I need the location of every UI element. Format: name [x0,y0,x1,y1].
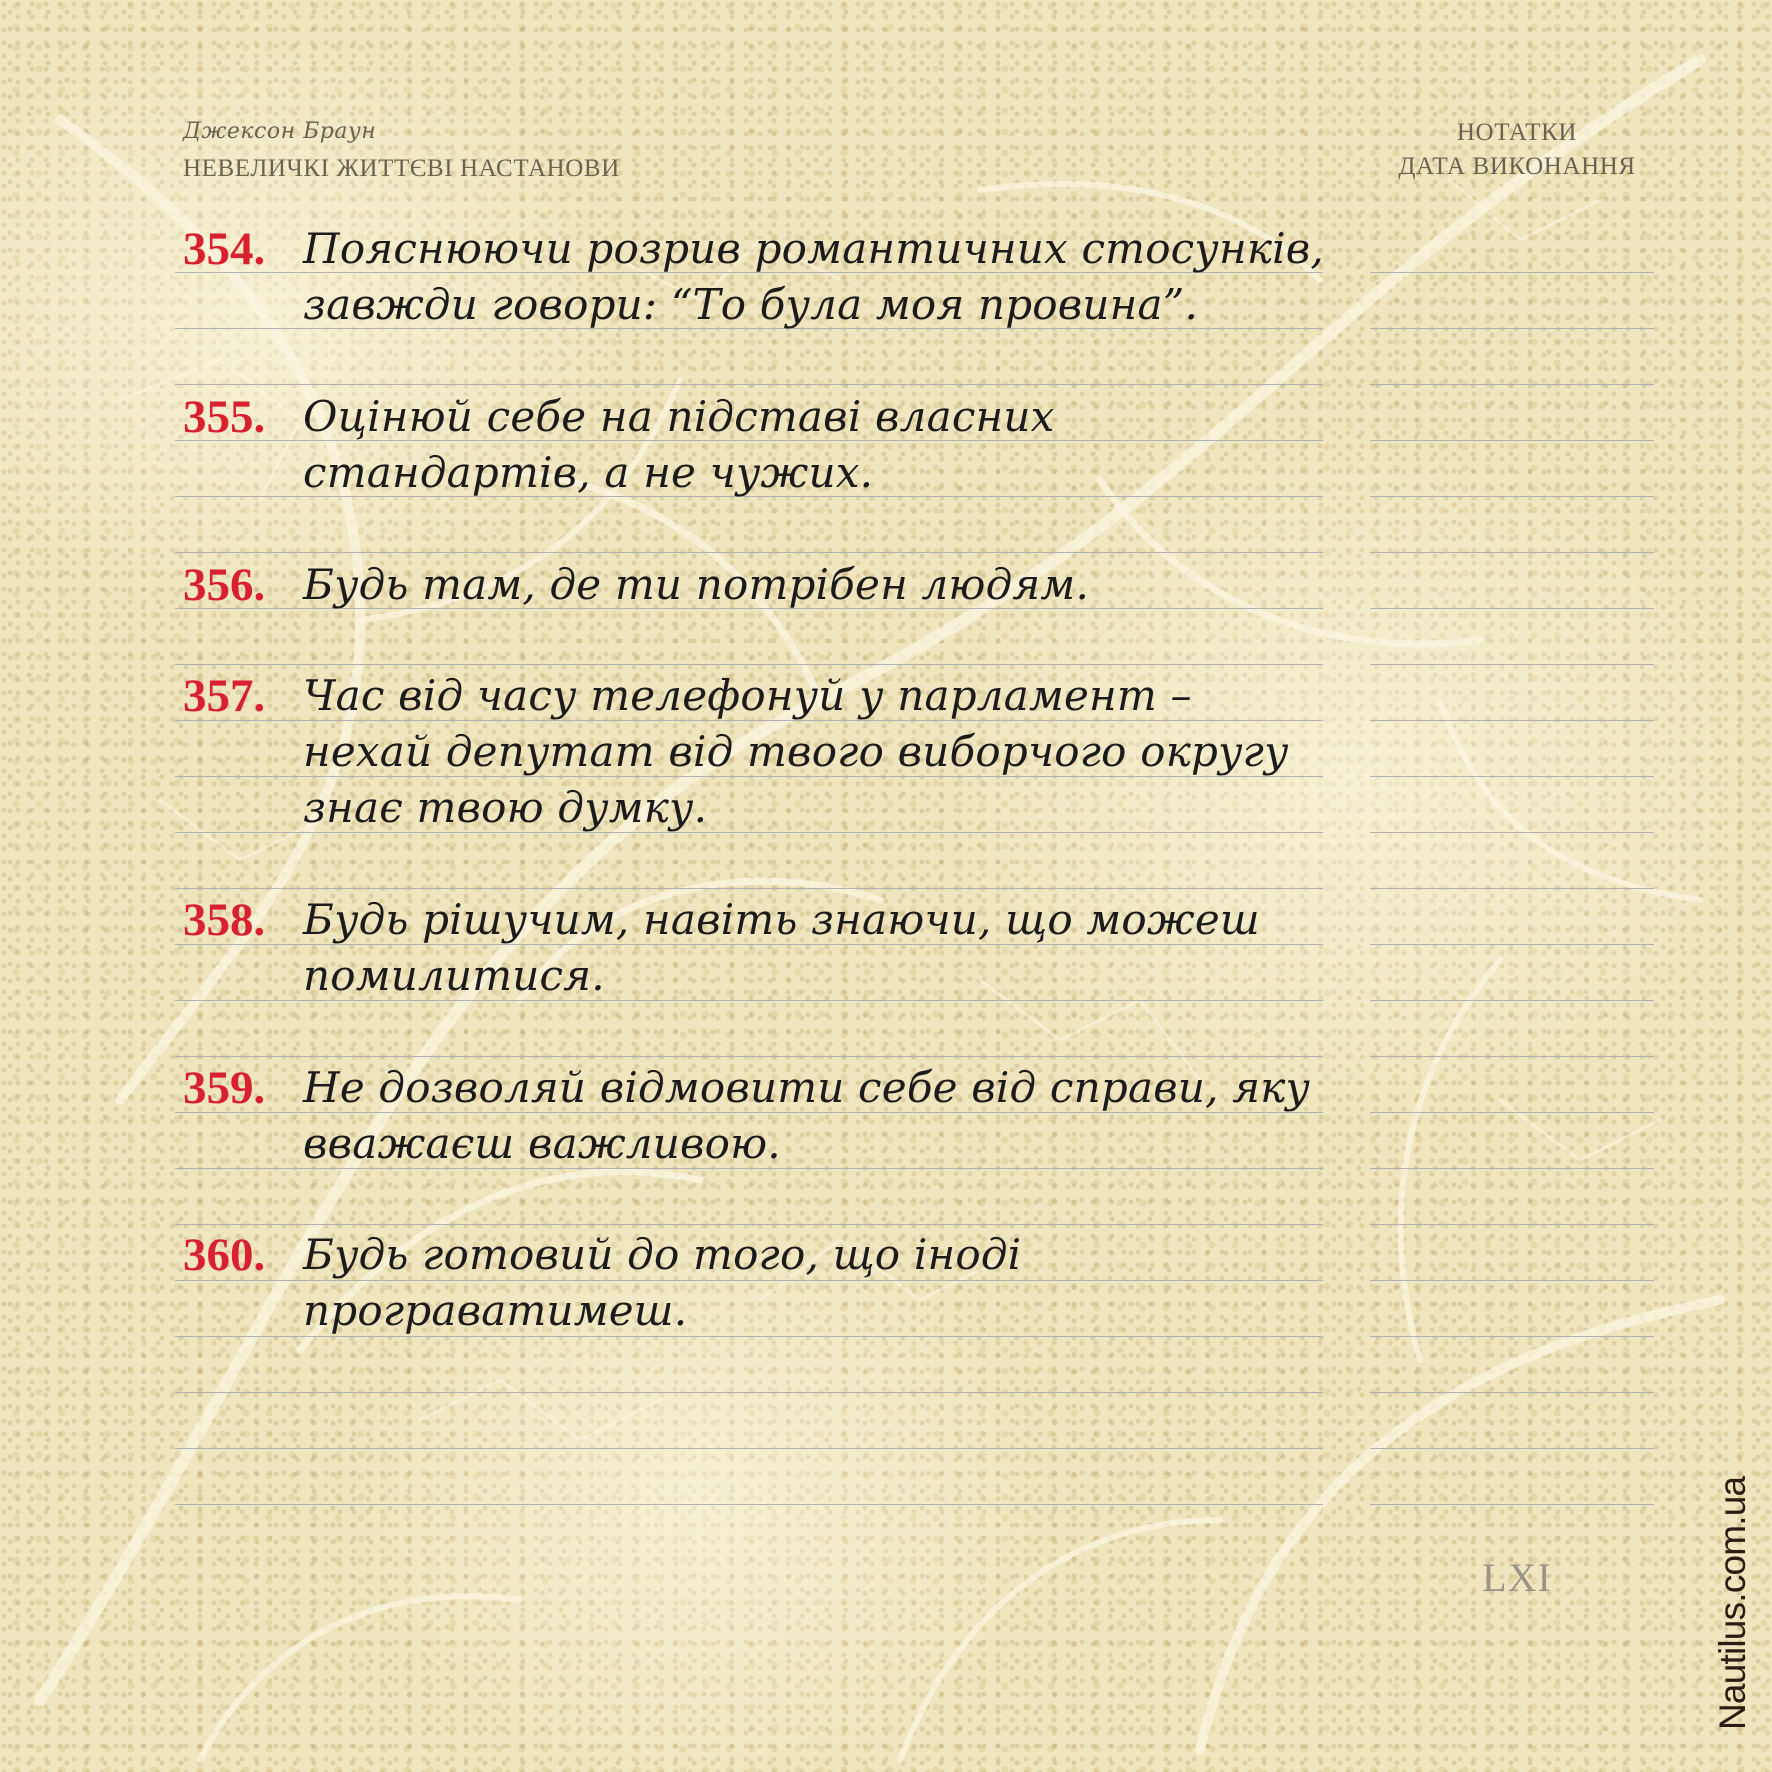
notes-ruled-line [1370,1336,1654,1337]
entry-text: Час від часу телефонуй у парламент – нехай депутат від твого виборчого округу знає твою думку. [303,671,1289,832]
entry-text: Будь рішучим, навіть знаючи, що можеш помилитися. [303,895,1260,1000]
entry-text: Будь готовий до того, що іноді програватимеш. [303,1230,1022,1335]
notes-ruled-line [1370,1504,1654,1505]
notes-ruled-line [1370,1392,1654,1393]
entry-number: 356. [183,559,266,611]
entry-number: 355. [183,391,266,443]
notes-ruled-line [1370,776,1654,777]
ruled-line [175,384,1323,385]
entry-number: 358. [183,894,266,946]
page-number: LXI [1482,1555,1552,1600]
running-header-right [1372,116,1662,184]
ruled-line [175,664,1323,665]
entry-number: 359. [183,1062,266,1114]
notes-ruled-line [1370,608,1654,609]
entry-number: 360. [183,1229,266,1281]
notes-ruled-line [1370,328,1654,329]
notes-ruled-line [1370,1448,1654,1449]
notes-ruled-line [1370,384,1654,385]
ruled-line [175,1448,1323,1449]
notes-ruled-line [1370,1168,1654,1169]
author-name: Джексон Браун [183,119,377,144]
notes-ruled-line [1370,1224,1654,1225]
notes-ruled-line [1370,832,1654,833]
notes-ruled-line [1370,1112,1654,1113]
entry-text: Пояснюючи розрив романтичних стосунків, завжди говори: “То була моя провина”. [303,224,1324,329]
ruled-line [175,1392,1323,1393]
site-watermark: Nautilus.com.ua [1712,1476,1753,1730]
notes-ruled-line [1370,720,1654,721]
entry-number: 354. [183,223,266,275]
notes-ruled-line [1370,1056,1654,1057]
notes-ruled-line [1370,272,1654,273]
ruled-line [175,1504,1323,1505]
notes-ruled-line [1370,1280,1654,1281]
notes-ruled-line [1370,664,1654,665]
date-column-label: ДАТА ВИКОНАННЯ [1398,153,1636,180]
entry-text: Оцінюй себе на підставі власних стандартів, а не чужих. [303,392,1055,497]
book-title: НЕВЕЛИЧКІ ЖИТТЄВІ НАСТАНОВИ [183,155,620,182]
ruled-line [175,1224,1323,1225]
ruled-line [175,888,1323,889]
running-header-left [183,118,620,186]
entry-text: Не дозволяй відмовити себе від справи, яку вважаєш важливою. [303,1063,1311,1168]
notes-column-label: НОТАТКИ [1456,119,1578,146]
entry-number: 357. [183,670,266,722]
notes-ruled-line [1370,1000,1654,1001]
notes-ruled-line [1370,552,1654,553]
notes-ruled-line [1370,944,1654,945]
notes-ruled-line [1370,888,1654,889]
notes-ruled-line [1370,496,1654,497]
ruled-line [175,552,1323,553]
notes-ruled-line [1370,440,1654,441]
ruled-line [175,1056,1323,1057]
entry-text: Будь там, де ти потрібен людям. [303,560,1090,609]
